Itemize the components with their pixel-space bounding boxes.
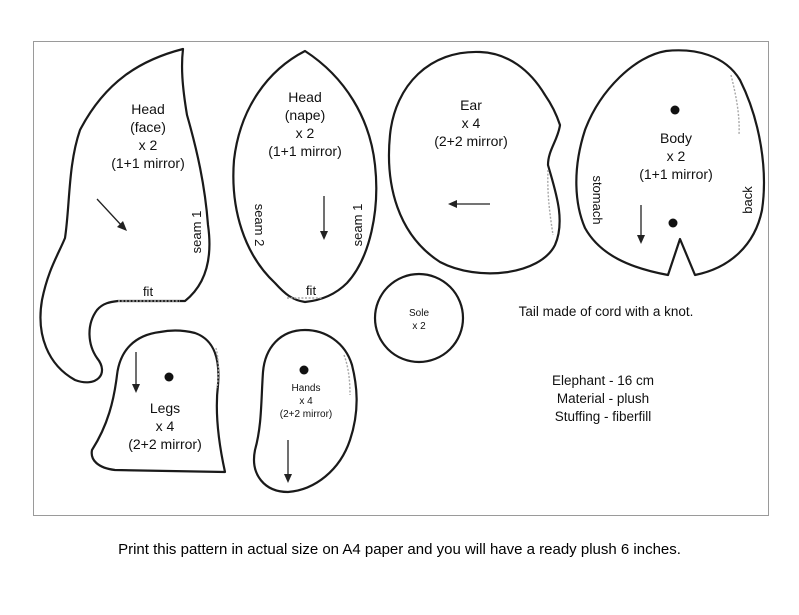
sole-piece [375,274,463,362]
hands-label-2: x 4 [299,396,313,407]
head-nape-label-4: (1+1 mirror) [268,143,342,159]
ear-label-3: (2+2 mirror) [434,133,508,149]
ear-piece [389,52,560,273]
body-label-1: Body [660,130,692,146]
hands-mark [300,366,309,375]
legs-label-2: x 4 [155,418,175,434]
head-nape-fit-label: fit [305,283,317,298]
legs-label-1: Legs [149,400,181,416]
head-nape-seam-right-label: seam 1 [350,203,365,247]
sole-label-2: x 2 [412,321,426,332]
body-mark-top [671,106,680,115]
head-nape-label-2: (nape) [284,107,326,123]
body-label-2: x 2 [666,148,686,164]
head-face-label-1: Head [131,101,165,117]
head-face-fit-label: fit [142,284,154,299]
head-nape-piece [233,51,376,302]
ear-label-1: Ear [460,97,482,113]
hands-label-3: (2+2 mirror) [279,409,333,420]
head-face-label-2: (face) [130,119,166,135]
tail-note: Tail made of cord with a knot. [518,304,694,319]
spec-size: Elephant - 16 cm [551,373,655,388]
spec-stuffing: Stuffing - fiberfill [554,409,652,424]
ear-label-2: x 4 [461,115,481,131]
body-piece [576,50,764,275]
body-stomach-label: stomach [590,175,605,225]
head-face-label-4: (1+1 mirror) [111,155,185,171]
body-back-label: back [740,186,755,214]
head-face-seam-label: seam 1 [189,210,204,254]
body-label-3: (1+1 mirror) [639,166,713,182]
head-nape-label-3: x 2 [295,125,315,141]
legs-label-3: (2+2 mirror) [128,436,202,452]
head-nape-label-1: Head [288,89,322,105]
hands-label-1: Hands [291,383,321,394]
hands-piece [254,330,357,492]
body-mark-bottom [669,219,678,228]
sole-label-1: Sole [408,308,430,319]
spec-material: Material - plush [556,391,650,406]
ear-outline [389,52,560,273]
head-face-label-3: x 2 [138,137,158,153]
legs-piece [92,331,225,472]
head-nape-seam-left-label: seam 2 [252,203,267,247]
legs-mark [165,373,174,382]
print-instructions-caption: Print this pattern in actual size on A4 paper and you will have a ready plush 6 inches. [118,541,681,558]
